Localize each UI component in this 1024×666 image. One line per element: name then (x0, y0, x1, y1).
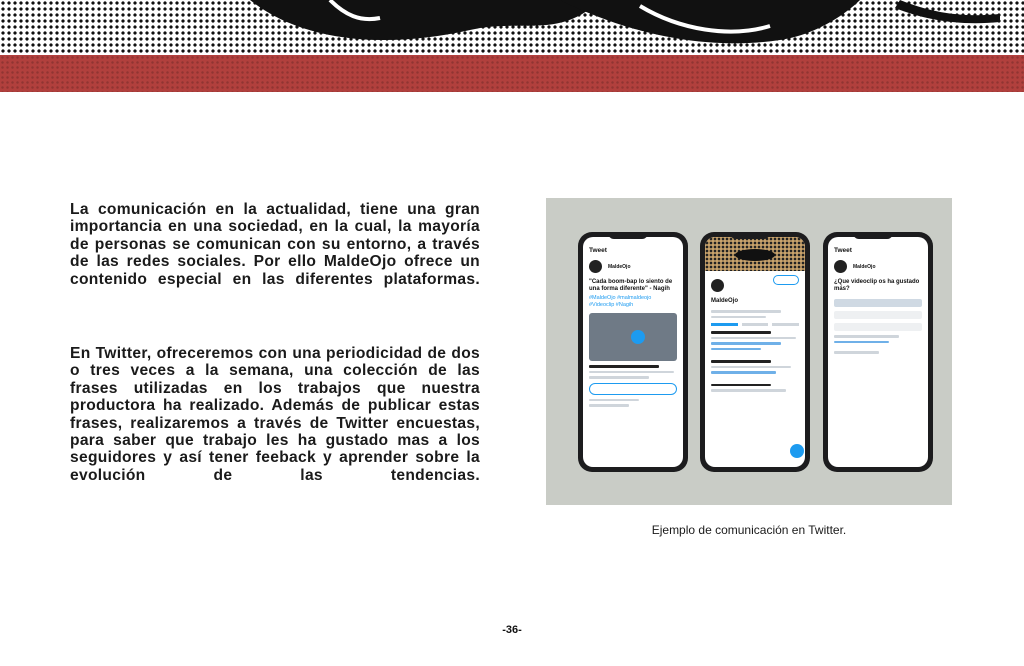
phone-tweet-screen (583, 237, 683, 467)
phone-poll (823, 232, 933, 472)
play-icon (631, 330, 645, 344)
avatar (834, 260, 847, 273)
edit-profile-button (773, 275, 799, 285)
phone-profile (700, 232, 810, 472)
compose-icon (790, 444, 804, 458)
phone-poll-screen (828, 237, 928, 467)
avatar (589, 260, 602, 273)
poll-option (834, 299, 922, 307)
phone-tweet (578, 232, 688, 472)
poll-option (834, 311, 922, 319)
account-name: MaldeOjo (608, 263, 631, 270)
body-paragraph-2: En Twitter, ofreceremos con una periodicidad de dos o tres veces a la semana, una colección de las frases utilizadas en los trabajos que nuestra productora ha realizado. Además de publicar estas frases, realizaremos a través de Twitter encuestas, para saber que trabajo les ha gustado mas a los seguidores y así tener feeback y aprender sobre la evolución de las tendencias. (70, 345, 480, 484)
poll-question: ¿Que videoclip os ha gustado más? (834, 279, 920, 292)
eye-icon (735, 249, 775, 261)
figure-caption: Ejemplo de comunicación en Twitter. (651, 523, 847, 537)
video-thumbnail (589, 313, 677, 361)
profile-name: MaldeOjo (711, 298, 739, 304)
body-paragraph-1: La comunicación en la actualidad, tiene una gran importancia en una sociedad, en la cual, la mayoría de personas se comunican con su entorno, a través de las redes sociales. Por ello MaldeOjo ofrece un contenido especial en las diferentes plataformas. (70, 201, 480, 288)
profile-tabs (705, 321, 805, 328)
open-app-button (589, 383, 677, 395)
page-number: -36- (502, 624, 522, 636)
poll-option (834, 323, 922, 331)
halftone-illustration (0, 0, 1024, 58)
tweet-hashtags: #MaldeOjo #malmaldeojo #Videoclip #Nagih (589, 295, 652, 308)
phone-tweet-title: Tweet (589, 247, 607, 254)
phone-profile-screen (705, 237, 805, 467)
phone-poll-title: Tweet (834, 247, 852, 254)
twitter-example-figure (546, 198, 952, 505)
account-name: MaldeOjo (853, 263, 876, 270)
avatar (711, 279, 724, 292)
red-stripe (0, 55, 1024, 92)
header-halftone-band (0, 0, 1024, 92)
tweet-text: "Cada boom-bap lo siento de una forma diferente" - Nagih (589, 279, 673, 292)
